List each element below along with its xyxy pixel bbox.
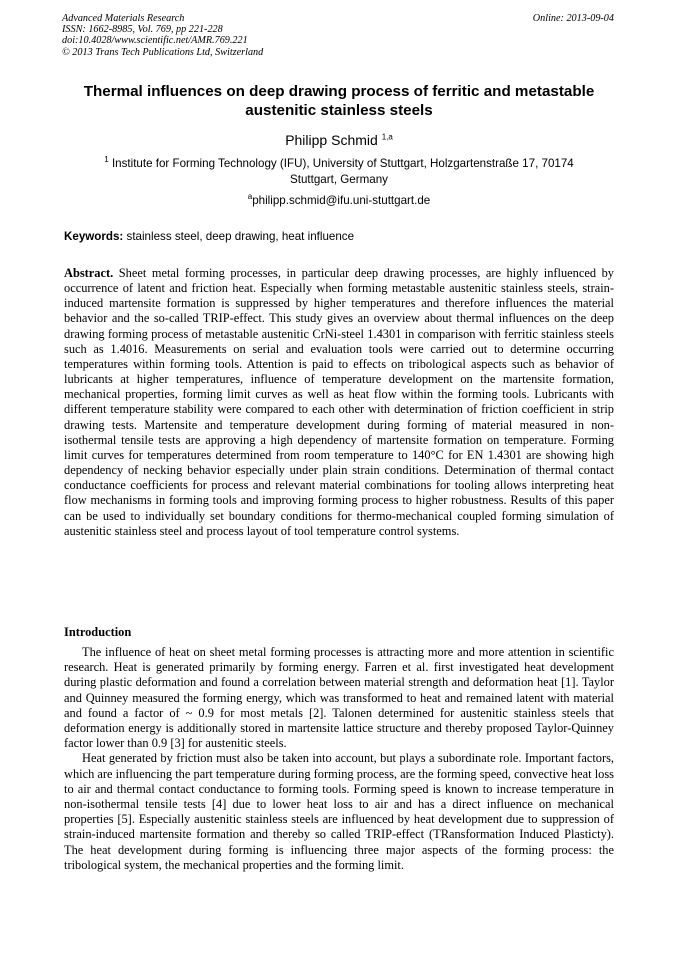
email-line xyxy=(56,193,622,209)
intro-paragraph: Heat generated by friction must also be taken into account, but plays a subordinate role. Important factors, which are influencing the part temperature during forming process, are the forming speed, convective heat loss to air and thermal contact conductance to forming tools. Forming speed is known to increase temperature in non-isothermal tensile tests [4] due to lower heat loss to air and has a direct influence on mechanical properties [5]. Especially austenitic stainless steels are influenced by heat development due to suppression of strain-induced martensite formation and thereby so called TRIP-effect (TRansformation Induced Plasticty). The heat development during forming is influencing three major aspects of the forming process: the tribological system, the mechanical properties and the forming limit. xyxy=(64,751,614,872)
affiliation xyxy=(80,156,598,188)
section-heading: Introduction xyxy=(64,625,132,639)
intro-paragraph: The influence of heat on sheet metal forming processes is attracting more and more attention in scientific research. Heat is generated primarily by forming energy. Farren et al. first investigated heat development during plastic deformation and found a correlation between material strength and deformation heat [1]. Taylor and Quinney measured the forming energy, which was transformed to heat and remained latent with material and found a factor of ~ 0.9 for most metals [2]. Talonen determined for austenitic stainless steels that deformation energy is additionally stored in martensite lattice structure and thereby proposed Taylor-Quinney factor lower than 0.9 [3] for austenitic steels. xyxy=(64,645,614,751)
author-superscript: 1,a xyxy=(381,132,393,142)
author-name: Philipp Schmid xyxy=(285,132,378,148)
email-superscript: a xyxy=(247,192,253,202)
affiliation-superscript: 1 xyxy=(104,155,109,165)
journal-header xyxy=(62,13,263,58)
introduction-body xyxy=(64,645,614,873)
email-address: philipp.schmid@ifu.uni-stuttgart.de xyxy=(252,194,431,207)
keywords xyxy=(64,229,614,245)
keywords-text: stainless steel, deep drawing, heat influence xyxy=(126,230,355,243)
author-line xyxy=(56,131,622,149)
abstract xyxy=(64,266,614,539)
paper-title: Thermal influences on deep drawing process of ferritic and metastable austenitic stainless steels xyxy=(83,83,595,119)
copyright-line: © 2013 Trans Tech Publications Ltd, Switzerland xyxy=(62,46,264,58)
affiliation-text: Institute for Forming Technology (IFU), University of Stuttgart, Holzgartenstraße 17, 70174 Stuttgart, Germany xyxy=(111,157,574,186)
doi-line: doi:10.4028/www.scientific.net/AMR.769.221 xyxy=(62,35,248,47)
keywords-label: Keywords: xyxy=(64,230,124,243)
online-date: Online: 2013-09-04 xyxy=(532,13,614,24)
issn-line: ISSN: 1662-8985, Vol. 769, pp 221-228 xyxy=(62,24,223,36)
abstract-text: Sheet metal forming processes, in particular deep drawing processes, are highly influenced by occurrence of latent and friction heat. Especially when forming metastable austenitic stainless steels, strain-induced martensite formation is suppressed by higher temperatures and therefore influences the material behavior and the so-called TRIP-effect. This study gives an overview about thermal influences on the deep drawing forming process of metastable austenitic CrNi-steel 1.4301 in comparison with ferritic stainless steels such as 1.4016. Measurements on serial and evaluation tools were carried out to determine occurring temperatures within forming tools. Attention is paid to effects on tribological aspects such as behavior of lubricants at higher temperatures, influence of temperature development on the martensite formation, mechanical properties, forming limit curves as well as heat flow within the forming tools. Lubricants with different temperature stability were compared to each other with determination of friction coefficient in strip drawing tests. Martensite and temperature development during forming of material measured in non-isothermal tensile tests are approving a high dependency of martensite formation on temperature. Forming limit curves for temperatures determined from room temperature to 140°C for EN 1.4301 are showing high dependency of necking behavior especially under plain strain conditions. Determination of thermal contact conductance coefficients for process and relevant material combinations for tooling allows interpreting heat flow mechanisms in forming tools and improving forming process to higher robustness. Results of this paper can be used to individually set boundary conditions for thermo-mechanical coupled forming simulation of austenitic stainless steel and process layout of tool temperature control systems. xyxy=(64,266,614,538)
abstract-label: Abstract. xyxy=(64,266,114,280)
journal-name: Advanced Materials Research xyxy=(62,13,185,24)
